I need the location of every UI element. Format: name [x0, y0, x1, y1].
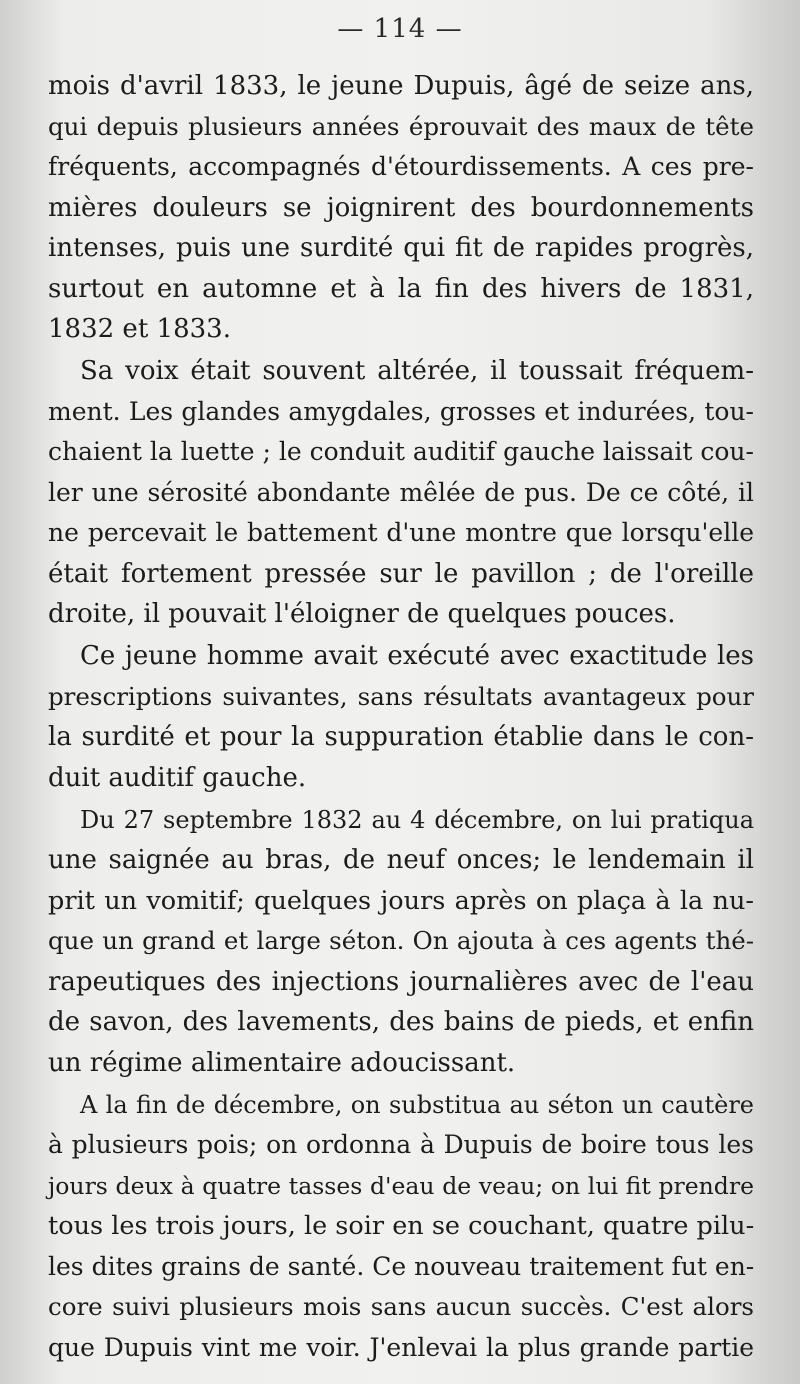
text-line: ment. Les glandes amygdales, grosses et indurées, tou- — [48, 396, 754, 426]
text-line: core suivi plusieurs mois sans aucun succès. C'est alors — [48, 1292, 754, 1321]
text-line: prit un vomitif; quelques jours après on plaça à la nu- — [48, 885, 754, 916]
text-line: fréquents, accompagnés d'étourdissements. A ces pre- — [48, 152, 754, 181]
text-line: de savon, des lavements, des bains de pieds, et enfin — [48, 1007, 754, 1037]
text-line: intenses, puis une surdité qui fit de rapides progrès, — [48, 233, 754, 263]
text-line: ler une sérosité abondante mêlée de pus. De ce côté, il — [48, 477, 754, 507]
paragraph — [48, 1085, 754, 1369]
paragraph — [48, 351, 754, 635]
text-line: la surdité et pour la suppuration établie dans le con- — [48, 722, 754, 752]
paragraph — [48, 800, 754, 1084]
text-line: surtout en automne et à la fin des hivers de 1831, — [48, 273, 754, 304]
text-line: était fortement pressée sur le pavillon ; de l'oreille — [48, 558, 754, 589]
text-line: mois d'avril 1833, le jeune Dupuis, âgé de seize ans, — [48, 71, 754, 101]
text-line: Ce jeune homme avait exécuté avec exactitude les — [80, 641, 754, 671]
text-line: duit auditif gauche. — [48, 762, 307, 793]
text-line: une saignée au bras, de neuf onces; le lendemain il — [48, 845, 754, 875]
text-line: prescriptions suivantes, sans résultats avantageux pour — [48, 681, 754, 711]
text-line: qui depuis plusieurs années éprouvait des maux de tête — [48, 111, 754, 141]
text-line: A la fin de décembre, on substitua au séton un cautère — [80, 1090, 754, 1119]
text-line: les dites grains de santé. Ce nouveau traitement fut en- — [48, 1251, 755, 1281]
text-line: un régime alimentaire adoucissant. — [48, 1047, 516, 1078]
text-line: jours deux à quatre tasses d'eau de veau; on lui fit prendre — [48, 1171, 754, 1200]
paragraph — [48, 66, 754, 350]
text-line: chaient la luette ; le conduit auditif gauche laissait cou- — [48, 437, 754, 466]
text-line: ne percevait le battement d'une montre que lorsqu'elle — [48, 518, 754, 547]
page-number: — 114 — — [337, 14, 463, 44]
text-line: à plusieurs pois; on ordonna à Dupuis de boire tous les — [48, 1130, 754, 1159]
text-line: rapeutiques des injections journalières avec de l'eau — [48, 966, 754, 997]
text-line: que Dupuis vint me voir. J'enlevai la plus grande partie — [48, 1332, 754, 1362]
text-line: Sa voix était souvent altérée, il toussait fréquem- — [80, 356, 754, 386]
body-text — [48, 66, 754, 1368]
text-line: droite, il pouvait l'éloigner de quelques pouces. — [48, 599, 676, 629]
text-line: tous les trois jours, le soir en se couchant, quatre pilu- — [48, 1211, 755, 1241]
text-line: Du 27 septembre 1832 au 4 décembre, on lui pratiqua — [80, 805, 754, 834]
paragraph — [48, 636, 754, 798]
text-line: mières douleurs se joignirent des bourdonnements — [48, 192, 754, 223]
text-line: 1832 et 1833. — [48, 314, 231, 344]
text-line: que un grand et large séton. On ajouta à ces agents thé- — [48, 926, 754, 955]
